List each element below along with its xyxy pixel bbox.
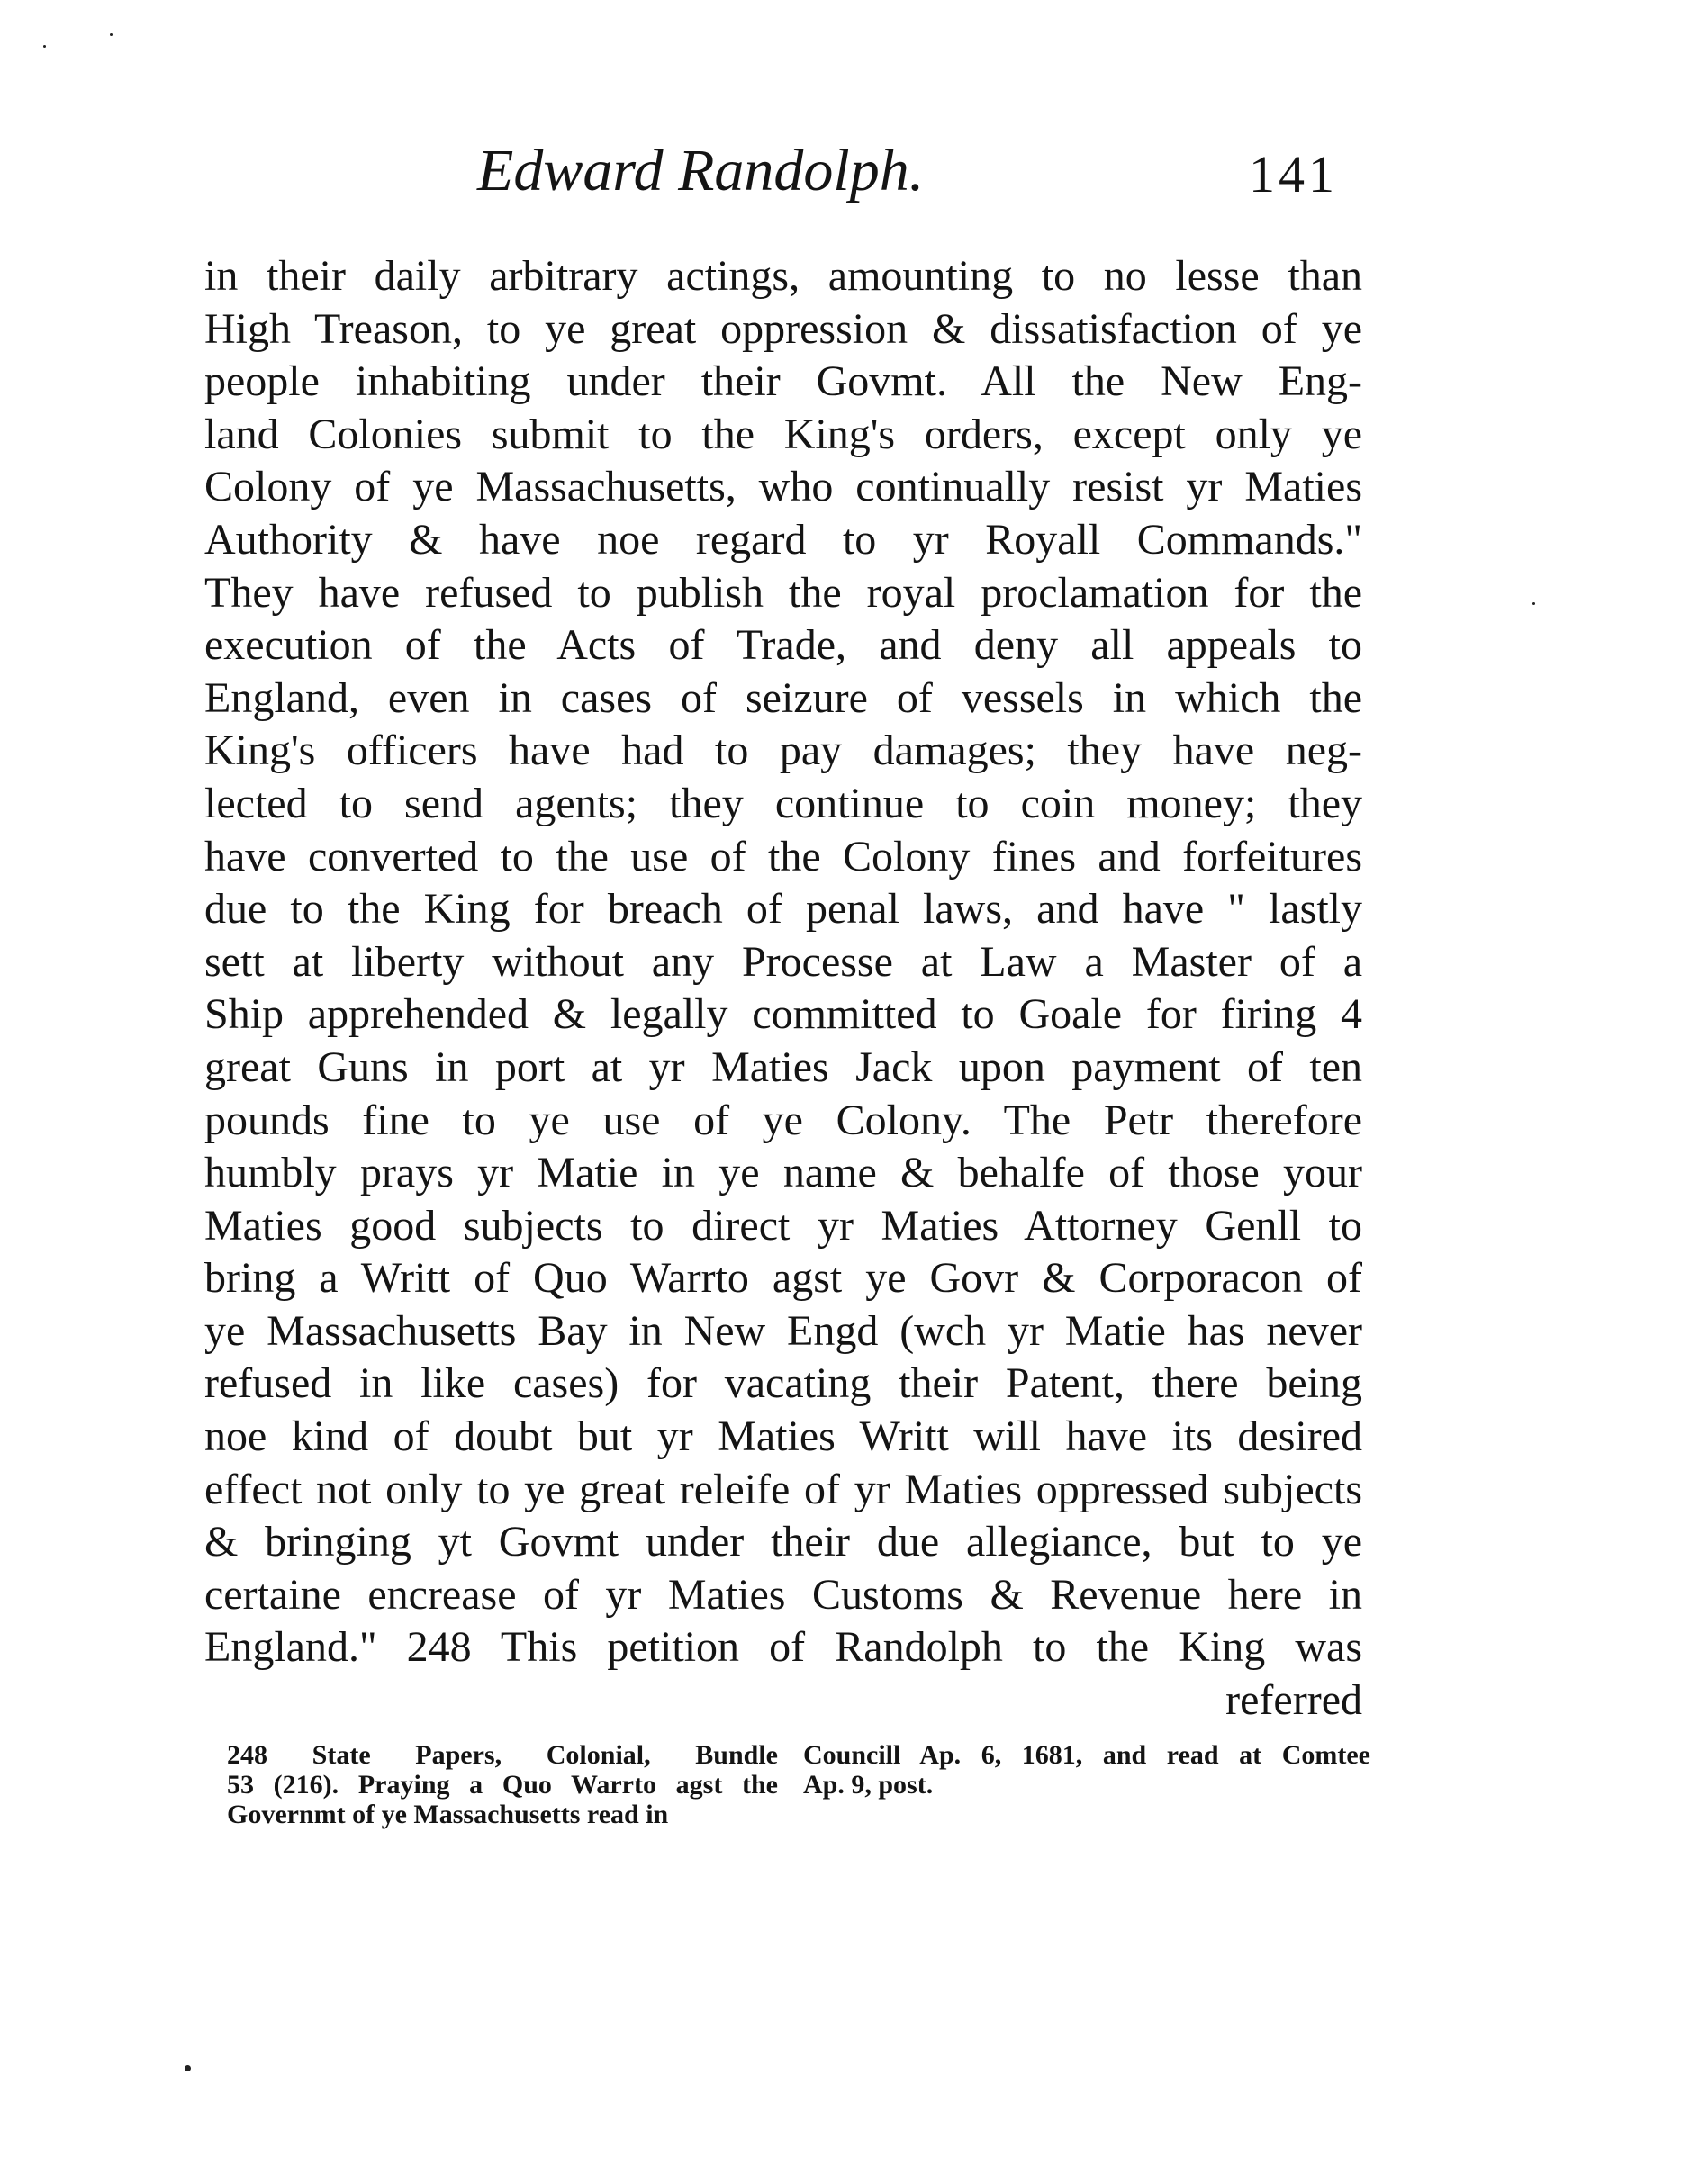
text-line: great Guns in port at yr Maties Jack upon payment of ten [204,1042,1362,1091]
text-line: humbly prays yr Matie in ye name & behalfe of those your [204,1149,1362,1197]
footnote-line: Councill Ap. 6, 1681, and read at Comtee [803,1740,1370,1770]
text-line: people inhabiting under their Govmt. All the New Eng- [204,357,1362,406]
text-line: land Colonies submit to the King's orders, except only ye [204,410,1362,458]
running-title: Edward Randolph. [477,138,925,203]
text-line: Authority & have noe regard to yr Royall Commands." [204,515,1362,564]
footnote-column-right [803,1740,1370,1800]
footnote-line: Governmt of ye Massachusetts read in [227,1800,669,1829]
text-line: Colony of ye Massachusetts, who continually resist yr Maties [204,463,1362,511]
text-line: England, even in cases of seizure of vessels in which the [204,673,1362,722]
catchword-line: referred [1225,1676,1362,1725]
text-line: England." 248 This petition of Randolph to the King was [204,1623,1362,1672]
text-line: have converted to the use of the Colony fines and forfeitures [204,832,1362,880]
text-line: execution of the Acts of Trade, and deny all appeals to [204,621,1362,670]
scan-speck [185,2065,191,2071]
text-line: Maties good subjects to direct yr Maties Attorney Genll to [204,1201,1362,1250]
footnote-line: 53 (216). Praying a Quo Warrto agst the [227,1770,778,1800]
text-line: due to the King for breach of penal laws, and have " lastly [204,885,1362,934]
footnote-column-left [227,1740,778,1829]
text-line: ye Massachusetts Bay in New Engd (wch yr Matie has never [204,1306,1362,1355]
text-line: in their daily arbitrary actings, amounting to no lesse than [204,252,1362,300]
text-line: & bringing yt Govmt under their due allegiance, but to ye [204,1518,1362,1566]
text-line: High Treason, to ye great oppression & dissatisfaction of ye [204,304,1362,353]
text-line: effect not only to ye great releife of yr Maties oppressed subjects [204,1465,1362,1513]
body-text [204,250,1362,1728]
text-line: noe kind of doubt but yr Maties Writt will have its desired [204,1412,1362,1461]
text-line: refused in like cases) for vacating their Patent, there being [204,1359,1362,1408]
text-line: lected to send agents; they continue to coin money; they [204,779,1362,827]
text-line: King's officers have had to pay damages; they have neg- [204,726,1362,775]
scan-speck [110,33,113,36]
footnote-line: 248 State Papers, Colonial, Bundle [227,1740,778,1770]
scan-speck [43,45,46,48]
scan-speck [1532,602,1535,605]
text-line: They have refused to publish the royal proclamation for the [204,568,1362,617]
text-line: bring a Writt of Quo Warrto agst ye Govr & Corporacon of [204,1254,1362,1303]
text-line: sett at liberty without any Processe at Law a Master of a [204,937,1362,986]
text-line: pounds fine to ye use of ye Colony. The Petr therefore [204,1096,1362,1144]
page-number: 141 [1249,145,1338,203]
text-line: Ship apprehended & legally committed to Goale for firing 4 [204,990,1362,1039]
footnote-line: Ap. 9, post. [803,1770,934,1800]
text-line: certaine encrease of yr Maties Customs & Revenue here in [204,1570,1362,1619]
